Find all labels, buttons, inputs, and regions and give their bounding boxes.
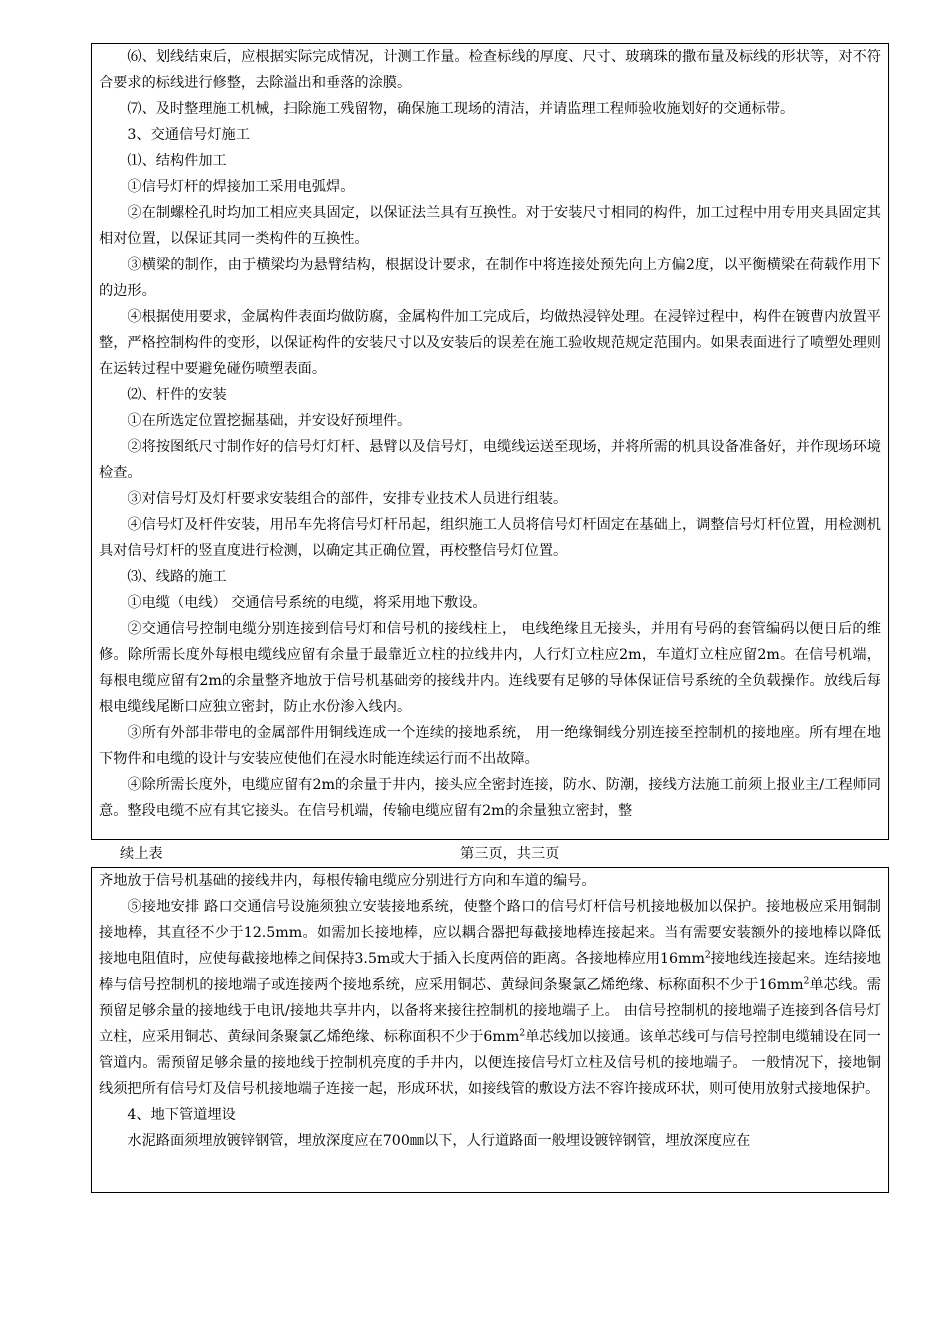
superscript: 2 <box>519 1028 526 1039</box>
table-cell-page1 <box>91 43 889 840</box>
paragraph: ②在制螺栓孔时均加工相应夹具固定，以保证法兰具有互换性。对于安装尺寸相同的构件，加工过程中用专用夹具固定其相对位置，以保证其同一类构件的互换性。 <box>99 205 881 247</box>
section-heading: 3、交通信号灯施工 <box>127 127 250 143</box>
paragraph: ⑹、划线结束后，应根据实际完成情况，计测工作量。检查标线的厚度、尺寸、玻璃珠的撒布量及标线的形状等，对不符合要求的标线进行修整，去除溢出和垂落的涂膜。 <box>99 49 881 91</box>
paragraph: 齐地放于信号机基础的接线井内，每根传输电缆应分别进行方向和车道的编号。 <box>99 873 596 889</box>
paragraph: ④除所需长度外，电缆应留有2m的余量于井内，接头应全密封连接，防水、防潮，接线方法施工前须上报业主/工程师同意。整段电缆不应有其它接头。在信号机端，传输电缆应留有2m的余量独立密封，整 <box>99 777 881 819</box>
paragraph: ④根据使用要求，金属构件表面均做防腐，金属构件加工完成后，均做热浸锌处理。在浸锌过程中，构件在镀曹内放置平整，严格控制构件的变形，以保证构件的安装尺寸以及安装后的误差在施工验收规范规定范围内。如果表面进行了喷塑处理则在运转过程中要避免碰伤喷塑表面。 <box>99 309 881 377</box>
paragraph: ②将按图纸尺寸制作好的信号灯灯杆、悬臂以及信号灯，电缆线运送至现场，并将所需的机具设备准备好，并作现场环境检查。 <box>99 439 881 481</box>
grounding-text-3: 单芯线。需预留足够余量的接地线于电讯/接地共享井内，以备将来接往控制机的接地端子上。 由信号控制机的接地端子连接到各信号灯立柱，应采用铜芯、黄绿间条聚氯乙烯绝缘、标称面积不少于6mm <box>99 977 881 1045</box>
subsection-heading: ⑶、线路的施工 <box>127 569 227 585</box>
grounding-text-4: 单芯线加以接通。该单芯线可与信号控制电缆辅设在同一管道内。需预留足够余量的接地线于控制机亮度的手井内，以便连接信号灯立柱及信号机的接地端子。 一般情况下，接地铜线须把所有信号灯及信号机接地端子连接一起，形成环状，如接线管的敷设方法不容许接成环状，则可使用放射式接地保护。 <box>99 1029 881 1097</box>
paragraph: ①电缆（电线） 交通信号系统的电缆，将采用地下敷设。 <box>127 595 487 611</box>
superscript: 2 <box>803 976 810 987</box>
section-heading: 4、地下管道埋设 <box>127 1107 236 1123</box>
paragraph: 水泥路面须埋放镀锌钢管，埋放深度应在700㎜以下，人行道路面一般埋设镀锌钢管，埋放深度应在 <box>127 1133 751 1149</box>
grounding-text-2: 接地线连接起来。连结接地棒与信号控制机的接地端子或连接两个接地系统，应采用铜芯、黄绿间条聚氯乙烯绝缘、标称面积不少于16mm <box>99 951 881 993</box>
superscript: 2 <box>704 950 711 961</box>
continued-label: 续上表 <box>120 846 163 862</box>
grounding-text-1: ⑤接地安排 路口交通信号设施须独立安装接地系统，使整个路口的信号灯杆信号机接地极加以保护。接地极应采用铜制接地棒，其直径不少于12.5mm。如需加长接地棒，应以耦合器把每截接地棒连接起来。当有需要安装额外的接地棒以降低接地电阻值时，应使每截接地棒之间保持3.5m或大于插入长度两倍的距离。各接地棒应用16mm <box>99 899 881 967</box>
paragraph: ③对信号灯及灯杆要求安装组合的部件，安排专业技术人员进行组装。 <box>127 491 568 507</box>
table-cell-page2 <box>91 867 889 1193</box>
paragraph: ④信号灯及杆件安装，用吊车先将信号灯杆吊起，组织施工人员将信号灯杆固定在基础上，调整信号灯杆位置，用检测机具对信号灯杆的竖直度进行检测，以确定其正确位置，再校整信号灯位置。 <box>99 517 881 559</box>
paragraph: ①在所选定位置挖掘基础，并安设好预埋件。 <box>127 413 412 429</box>
paragraph: ①信号灯杆的焊接加工采用电弧焊。 <box>127 179 355 195</box>
grounding-paragraph <box>99 894 881 1102</box>
subsection-heading: ⑵、杆件的安装 <box>127 387 227 403</box>
page-indicator: 第三页，共三页 <box>460 846 560 862</box>
paragraph: ⑺、及时整理施工机械，扫除施工残留物，确保施工现场的清洁，并请监理工程师验收施划好的交通标带。 <box>127 101 795 117</box>
subsection-heading: ⑴、结构件加工 <box>127 153 227 169</box>
paragraph: ②交通信号控制电缆分别连接到信号灯和信号机的接线柱上， 电线绝缘且无接头，并用有号码的套管编码以便日后的维修。除所需长度外每根电缆线应留有余量于最靠近立柱的拉线井内，人行灯立柱应2m，车道灯立柱应留2m。在信号机端，每根电缆应留有2m的余量整齐地放于信号机基础旁的接线井内。连线要有足够的导体保证信号系统的全负载操作。放线后每根电缆线尾断口应独立密封，防止水份渗入线内。 <box>99 621 881 715</box>
paragraph: ③横梁的制作，由于横梁均为悬臂结构，根据设计要求，在制作中将连接处预先向上方偏2度，以平衡横梁在荷载作用下的边形。 <box>99 257 881 299</box>
paragraph: ③所有外部非带电的金属部件用铜线连成一个连续的接地系统， 用一绝缘铜线分别连接至控制机的接地座。所有埋在地下物件和电缆的设计与安装应使他们在浸水时能连续运行而不出故障。 <box>99 725 881 767</box>
